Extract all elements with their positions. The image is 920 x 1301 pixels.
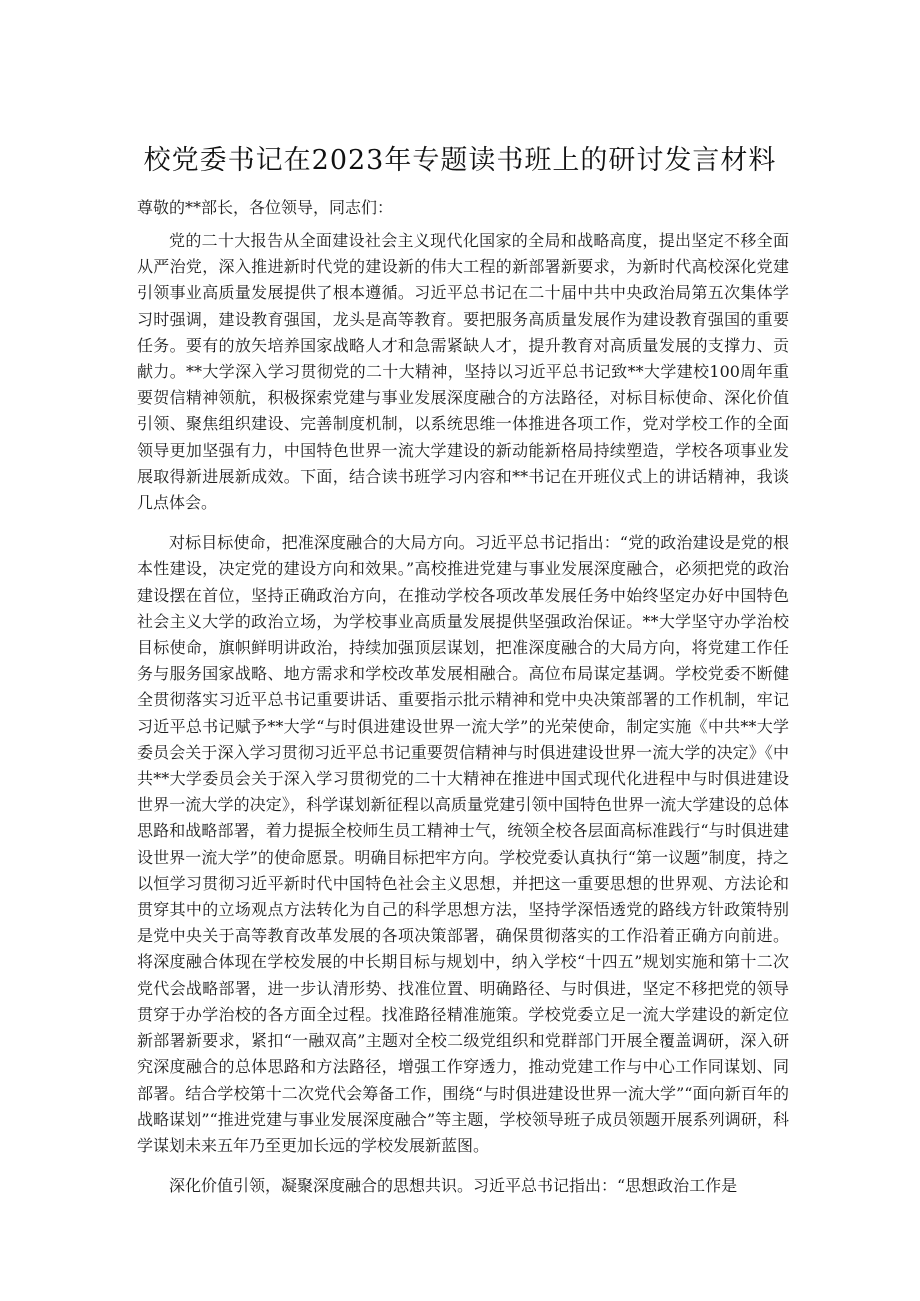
document-body <box>137 228 789 1199</box>
document-title: 校党委书记在2023年专题读书班上的研讨发言材料 <box>143 145 777 176</box>
salutation: 尊敬的**部长，各位领导，同志们： <box>137 198 394 217</box>
paragraph-political-direction: 对标目标使命，把准深度融合的大局方向。习近平总书记指出：“党的政治建设是党的根本性建设，决定党的建设方向和效果。”高校推进党建与事业发展深度融合，必须把党的政治建设摆在首位，坚持正确政治方向，在推动学校各项改革发展任务中始终坚定办好中国特色社会主义大学的政治立场，为学校事业高质量发展提供坚强政治保证。**大学坚守办学治校目标使命，旗帜鲜明讲政治，持续加强顶层谋划，把准深度融合的大局方向，将党建工作任务与服务国家战略、地方需求和学校改革发展相融合。高位布局谋定基调。学校党委不断健全贯彻落实习近平总书记重要讲话、重要指示批示精神和党中央决策部署的工作机制，牢记习近平总书记赋予**大学“与时俱进建设世界一流大学”的光荣使命，制定实施《中共**大学委员会关于深入学习贯彻习近平总书记重要贺信精神与时俱进建设世界一流大学的决定》《中共**大学委员会关于深入学习贯彻党的二十大精神在推进中国式现代化进程中与时俱进建设世界一流大学的决定》，科学谋划新征程以高质量党建引领中国特色世界一流大学建设的总体思路和战略部署，着力提振全校师生员工精神士气，统领全校各层面高标准践行“与时俱进建设世界一流大学”的使命愿景。明确目标把牢方向。学校党委认真执行“第一议题”制度，持之以恒学习贯彻习近平新时代中国特色社会主义思想，并把这一重要思想的世界观、方法论和贯穿其中的立场观点方法转化为自己的科学思想方法，坚持学深悟透党的路线方针政策特别是党中央关于高等教育改革发展的各项决策部署，确保贯彻落实的工作沿着正确方向前进。将深度融合体现在学校发展的中长期目标与规划中，纳入学校“十四五”规划实施和第十二次党代会战略部署，进一步认清形势、找准位置、明确路径、与时俱进，坚定不移把党的领导贯穿于办学治校的各方面全过程。找准路径精准施策。学校党委立足一流大学建设的新定位新部署新要求，紧扣“一融双高”主题对全校二级党组织和党群部门开展全覆盖调研，深入研究深度融合的总体思路和方法路径，增强工作穿透力，推动党建工作与中心工作同谋划、同部署。结合学校第十二次党代会筹备工作，围绕“与时俱进建设世界一流大学”“面向新百年的战略谋划”“推进党建与事业发展深度融合”等主题，学校领导班子成员领题开展系列调研，科学谋划未来五年乃至更加长远的学校发展新蓝图。 <box>137 533 789 1155</box>
paragraph-value-guidance: 深化价值引领，凝聚深度融合的思想共识。习近平总书记指出：“思想政治工作是 <box>169 1176 738 1196</box>
paragraph-intro: 党的二十大报告从全面建设社会主义现代化国家的全局和战略高度，提出坚定不移全面从严治党，深入推进新时代党的建设新的伟大工程的新部署新要求，为新时代高校深化党建引领事业高质量发展提供了根本遵循。习近平总书记在二十届中共中央政治局第五次集体学习时强调，建设教育强国，龙头是高等教育。要把服务高质量发展作为建设教育强国的重要任务。要有的放矢培养国家战略人才和急需紧缺人才，提升教育对高质量发展的支撑力、贡献力。**大学深入学习贯彻党的二十大精神，坚持以习近平总书记致**大学建校100周年重要贺信精神领航，积极探索党建与事业发展深度融合的方法路径，对标目标使命、深化价值引领、聚焦组织建设、完善制度机制，以系统思维一体推进各项工作，党对学校工作的全面领导更加坚强有力，中国特色世界一流大学建设的新动能新格局持续塑造，学校各项事业发展取得新进展新成效。下面，结合读书班学习内容和**书记在开班仪式上的讲话精神，我谈几点体会。 <box>137 231 789 513</box>
